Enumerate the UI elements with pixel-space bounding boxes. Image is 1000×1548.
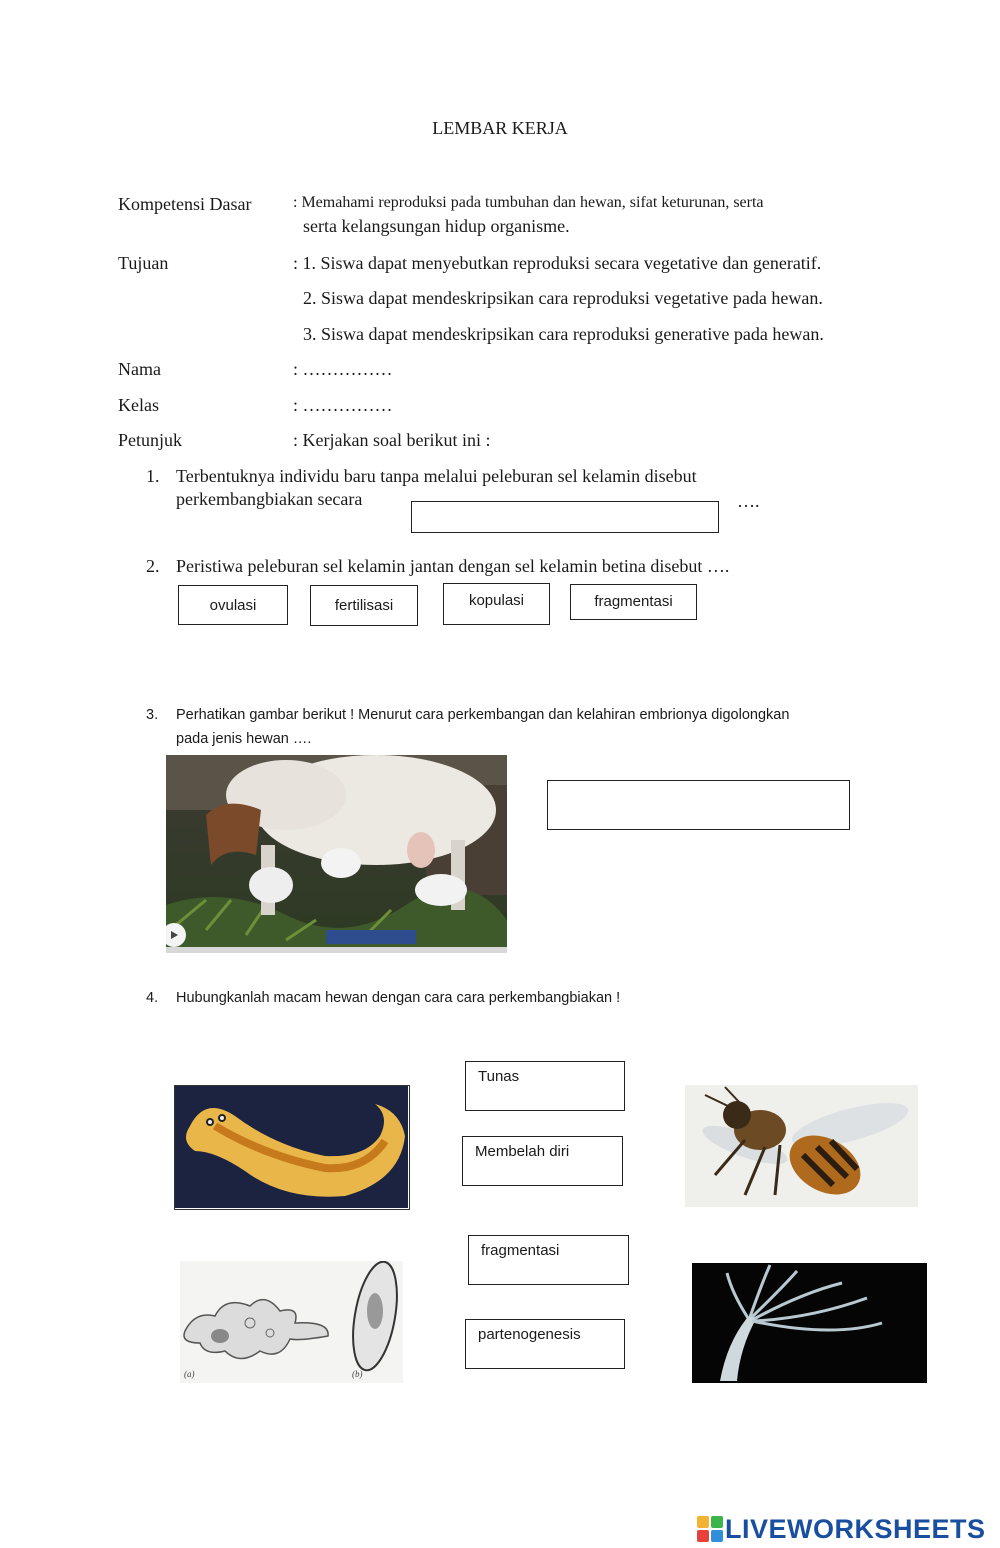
kelas-value: : …………… — [293, 395, 393, 415]
petunjuk-value: : Kerjakan soal berikut ini : — [293, 430, 491, 450]
q2-text: Peristiwa peleburan sel kelamin jantan dengan sel kelamin betina disebut …. — [176, 556, 730, 576]
q1-answer-input[interactable] — [411, 501, 719, 533]
worksheet-title: LEMBAR KERJA — [432, 118, 568, 138]
q1-line1: Terbentuknya individu baru tanpa melalui peleburan sel kelamin disebut — [176, 466, 697, 486]
petunjuk-label: Petunjuk — [118, 430, 183, 450]
choice-tunas[interactable]: Tunas — [465, 1061, 625, 1111]
tujuan-item-2: 2. Siswa dapat mendeskripsikan cara reproduksi vegetative pada hewan. — [303, 288, 823, 308]
q1-trail: …. — [737, 491, 760, 511]
amoeba-paramecium-image[interactable] — [180, 1261, 403, 1383]
svg-text:(b): (b) — [352, 1369, 363, 1379]
q4-text: Hubungkanlah macam hewan dengan cara cara perkembangbiakan ! — [176, 990, 621, 1006]
liveworksheets-logo — [697, 1512, 997, 1546]
choice-fragmentasi[interactable]: fragmentasi — [468, 1235, 629, 1285]
kompetensi-line2: serta kelangsungan hidup organisme. — [303, 216, 570, 236]
tujuan-label: Tujuan — [118, 253, 169, 273]
choice-membelah-diri[interactable]: Membelah diri — [462, 1136, 623, 1186]
svg-text:(a): (a) — [184, 1369, 195, 1379]
liveworksheets-wordmark: LIVEWORKSHEETS — [725, 1513, 986, 1544]
goat-photo — [166, 755, 507, 953]
q3-number: 3. — [146, 707, 159, 723]
q2-option-ovulasi[interactable]: ovulasi — [178, 585, 288, 625]
nama-value: : …………… — [293, 359, 393, 379]
q2-option-fragmentasi[interactable]: fragmentasi — [570, 584, 697, 620]
liveworksheets-logo-icon — [697, 1516, 723, 1542]
tujuan-item-3: 3. Siswa dapat mendeskripsikan cara reproduksi generative pada hewan. — [303, 324, 824, 344]
kelas-label: Kelas — [118, 395, 159, 415]
q2-option-fertilisasi[interactable]: fertilisasi — [310, 585, 418, 626]
hydra-image[interactable] — [692, 1263, 927, 1383]
bee-image[interactable] — [685, 1085, 918, 1207]
q4-number: 4. — [146, 990, 159, 1006]
kompetensi-line1: : Memahami reproduksi pada tumbuhan dan hewan, sifat keturunan, serta — [293, 194, 764, 211]
q3-line1: Perhatikan gambar berikut ! Menurut cara perkembangan dan kelahiran embrionya digolongkan — [176, 707, 790, 723]
q1-line2: perkembangbiakan secara — [176, 489, 363, 509]
planaria-image[interactable] — [174, 1085, 410, 1210]
q2-number: 2. — [146, 556, 160, 576]
choice-partenogenesis[interactable]: partenogenesis — [465, 1319, 625, 1369]
q3-answer-input[interactable] — [547, 780, 850, 830]
nama-label: Nama — [118, 359, 161, 379]
q3-line2: pada jenis hewan …. — [176, 731, 312, 747]
q2-option-kopulasi[interactable]: kopulasi — [443, 583, 550, 625]
q1-number: 1. — [146, 466, 160, 486]
tujuan-item-1: : 1. Siswa dapat menyebutkan reproduksi secara vegetative dan generatif. — [293, 253, 822, 273]
kompetensi-label: Kompetensi Dasar — [118, 194, 252, 214]
